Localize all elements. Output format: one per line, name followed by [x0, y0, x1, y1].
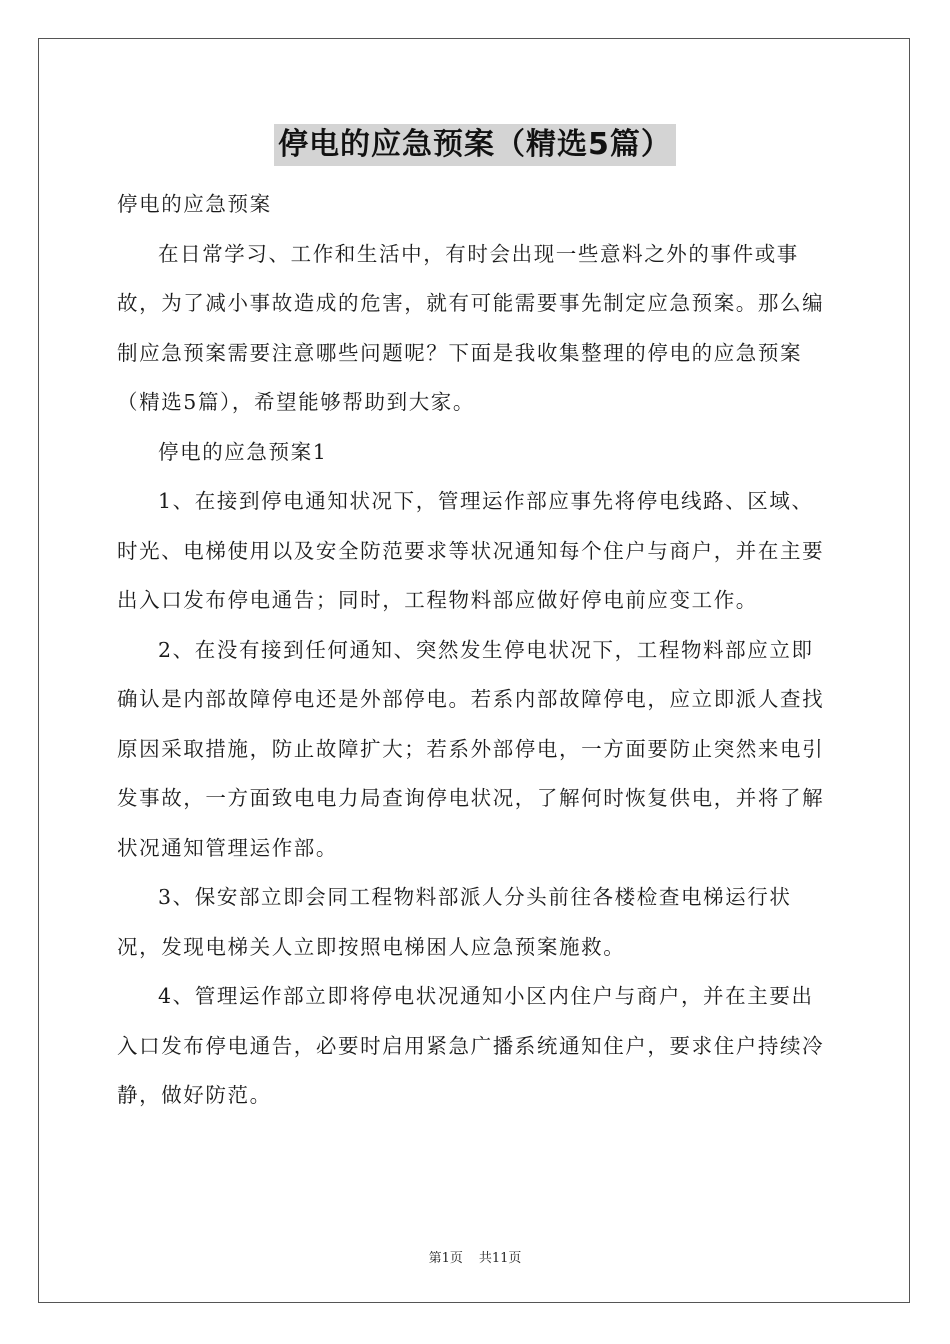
- document-body: [117, 180, 835, 1121]
- section-heading: 停电的应急预案1: [158, 439, 328, 464]
- document-subtitle: 停电的应急预案: [117, 192, 272, 216]
- paragraph-item-3: 3、保安部立即会同工程物料部派人分头前往各楼检查电梯运行状况，发现电梯关人立即按照电梯困人应急预案施救。: [117, 885, 792, 959]
- paragraph-intro: 在日常学习、工作和生活中，有时会出现一些意料之外的事件或事故，为了减小事故造成的危害，就有可能需要事先制定应急预案。那么编制应急预案需要注意哪些问题呢？下面是我收集整理的停电的应急预案（精选5篇），希望能够帮助到大家。: [117, 241, 825, 414]
- document-title: 停电的应急预案（精选5篇）: [274, 124, 676, 166]
- page-footer: [0, 1247, 950, 1266]
- paragraph-item-1: 1、在接到停电通知状况下，管理运作部应事先将停电线路、区域、时光、电梯使用以及安全防范要求等状况通知每个住户与商户，并在主要出入口发布停电通告；同时，工程物料部应做好停电前应变工作。: [117, 489, 825, 612]
- paragraph-item-2: 2、在没有接到任何通知、突然发生停电状况下，工程物料部应立即确认是内部故障停电还是外部停电。若系内部故障停电，应立即派人查找原因采取措施，防止故障扩大；若系外部停电，一方面要防止突然来电引发事故，一方面致电电力局查询停电状况，了解何时恢复供电，并将了解状况通知管理运作部。: [117, 637, 825, 860]
- page-total: 共11页: [478, 1251, 522, 1266]
- paragraph-item-4: 4、管理运作部立即将停电状况通知小区内住户与商户，并在主要出入口发布停电通告，必要时启用紧急广播系统通知住户，要求住户持续冷静，做好防范。: [117, 984, 825, 1107]
- title-wrap: [0, 124, 950, 166]
- page-number: 第1页: [428, 1251, 463, 1266]
